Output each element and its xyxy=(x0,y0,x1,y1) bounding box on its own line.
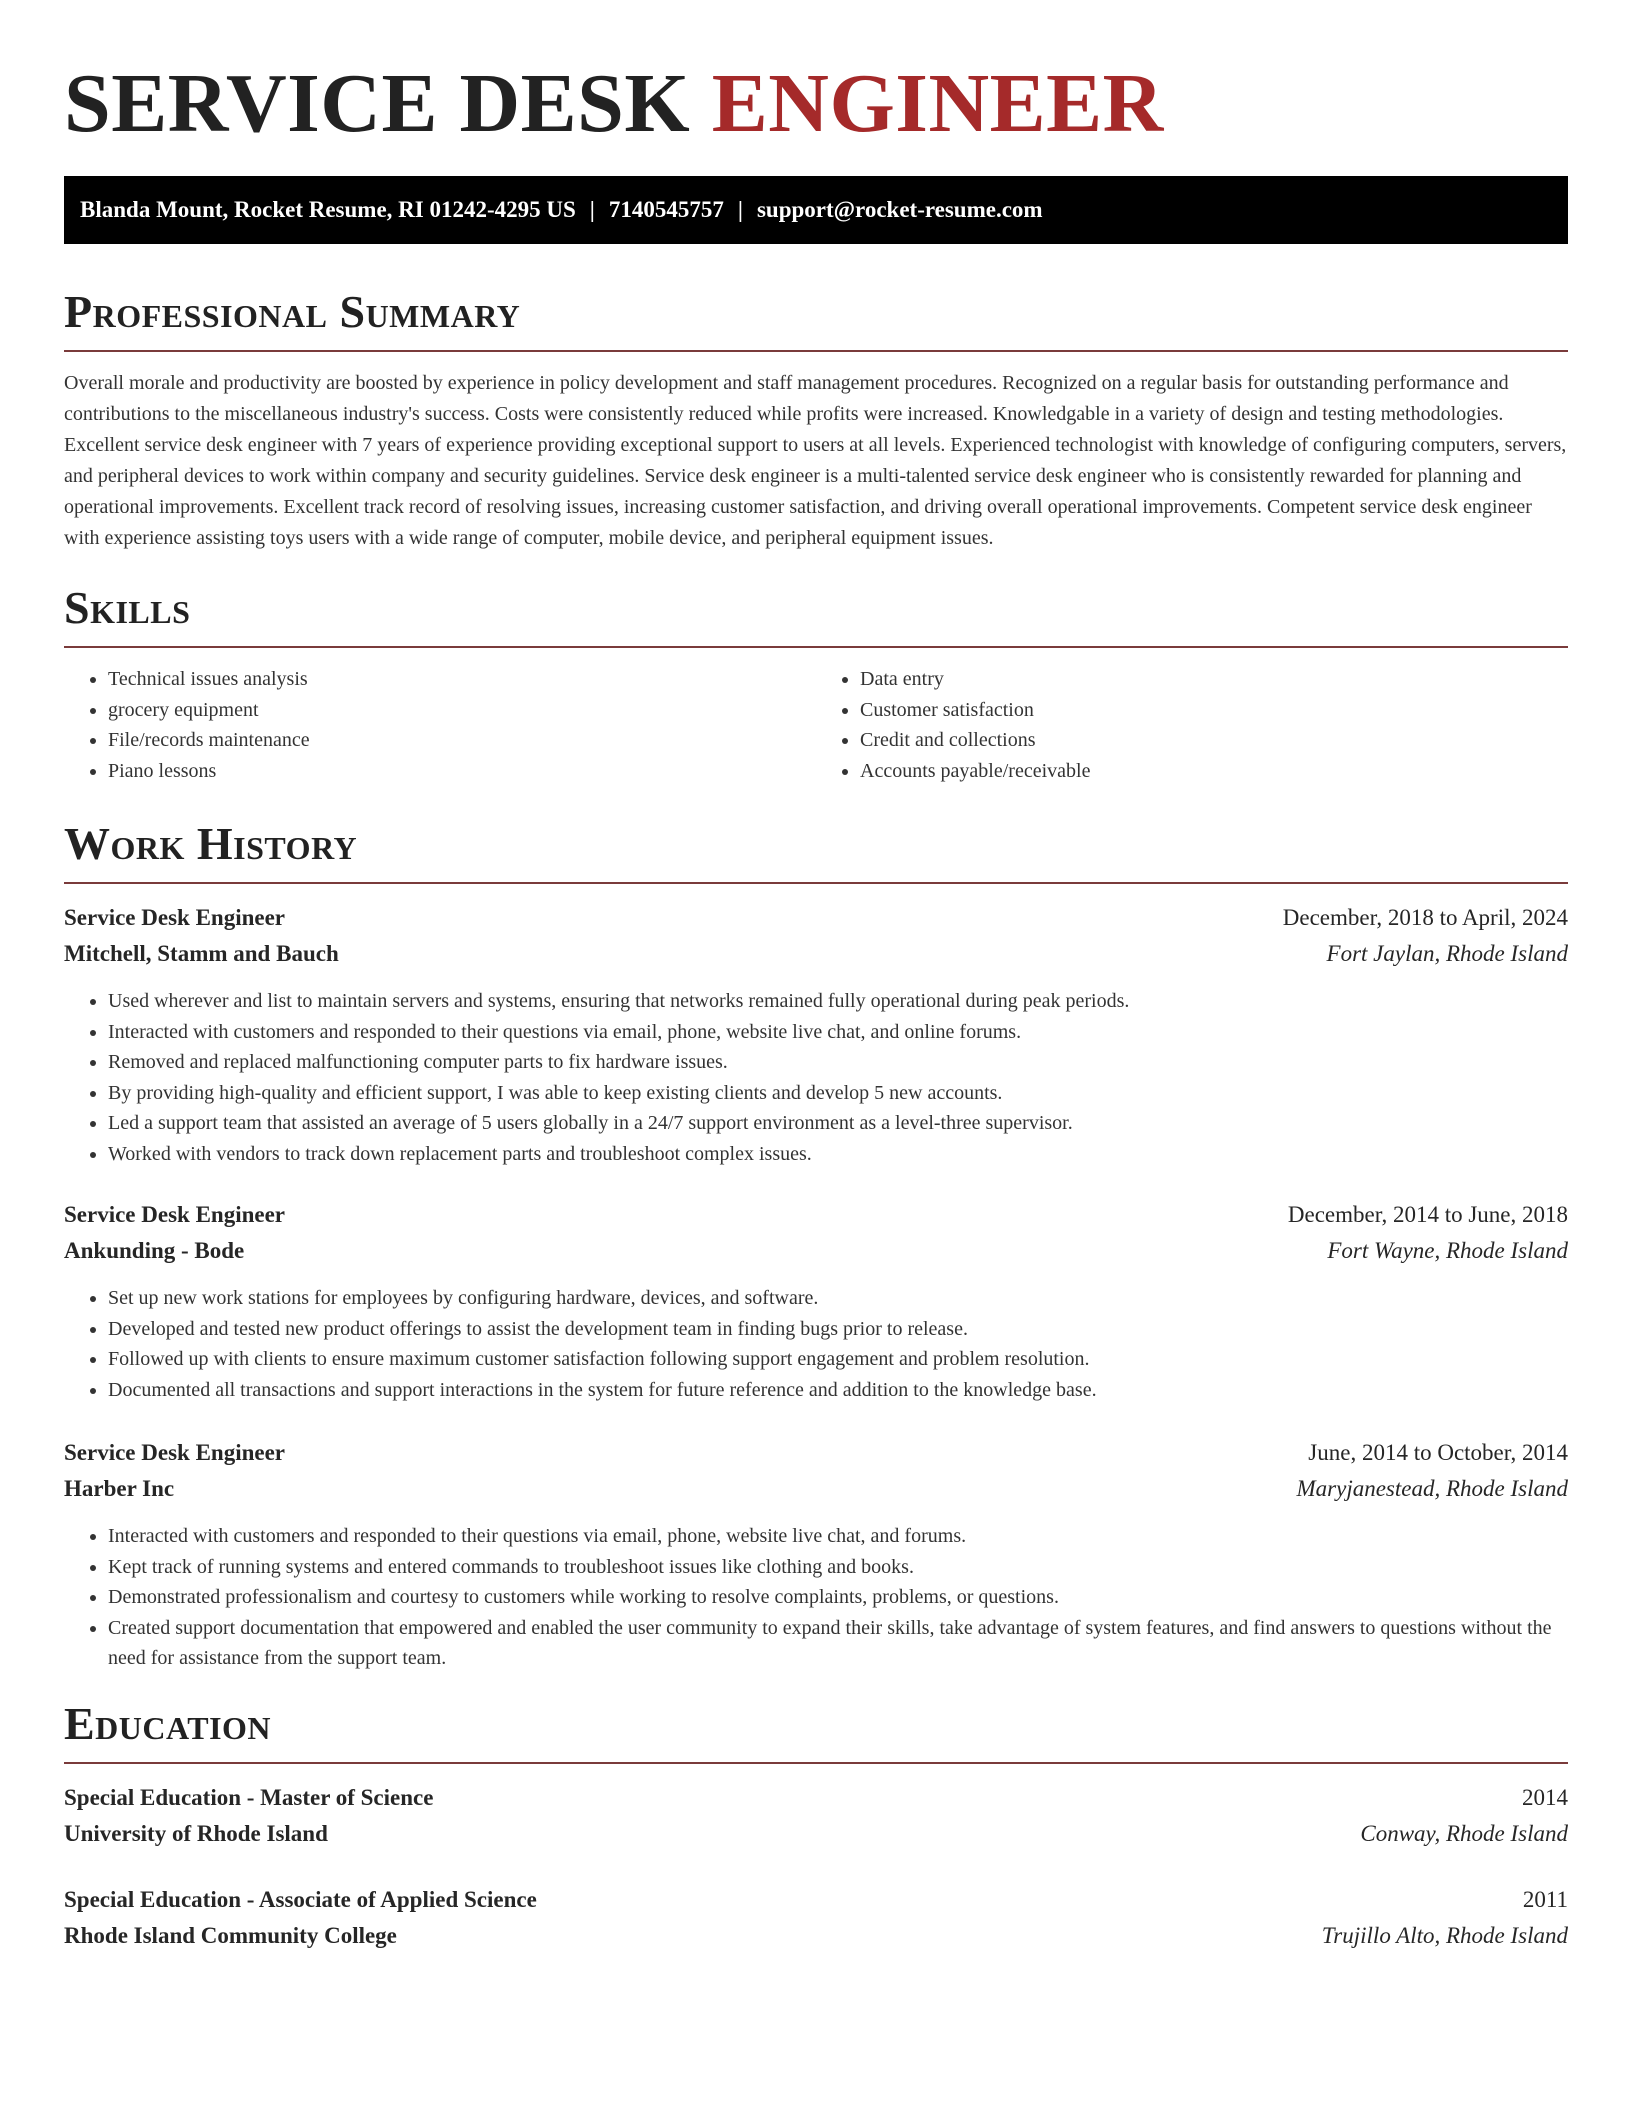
skill-item: • grocery equipment xyxy=(108,695,816,726)
education-degree-row xyxy=(64,1882,1568,1918)
education-school: Rhode Island Community College xyxy=(64,1922,397,1948)
section-divider xyxy=(64,1762,1568,1764)
job-bullet: • Set up new work stations for employees by configuring hardware, devices, and software. xyxy=(108,1283,1568,1314)
education-school: University of Rhode Island xyxy=(64,1820,328,1846)
work-history-heading: Work History xyxy=(64,818,358,869)
job-bullet: • Created support documentation that empowered and enabled the user community to expand their skills, take advantage of system features, and find answers to questions without the need for assistance from the support team. xyxy=(108,1613,1568,1674)
job-location: Maryjanestead, Rhode Island xyxy=(1296,1476,1568,1501)
job-dates: December, 2018 to April, 2024 xyxy=(1282,905,1568,930)
job-bullet: • Demonstrated professionalism and courtesy to customers while working to resolve complaints, problems, or questions. xyxy=(108,1582,1568,1613)
job-entry xyxy=(64,1197,1568,1405)
education-degree-row xyxy=(64,1780,1568,1816)
job-company-row xyxy=(64,936,1568,972)
resume-title xyxy=(64,56,1568,152)
skill-item: • Credit and collections xyxy=(860,725,1568,756)
education-location: Trujillo Alto, Rhode Island xyxy=(1321,1922,1568,1948)
job-company-row xyxy=(64,1233,1568,1269)
summary-text: Overall morale and productivity are boosted by experience in policy development and staff management procedures. Recognized on a regular basis for outstanding performance and contributions to the miscellaneous industry's success. Costs were consistently reduced while profits were increased. Knowledgable in a variety of design and testing methodologies. Excellent service desk engineer with 7 years of experience providing exceptional support to users at all levels. Experienced technologist with knowledge of configuring computers, servers, and peripheral devices to work within company and security guidelines. Service desk engineer is a multi-talented service desk engineer who is consistently rewarded for planning and operational improvements. Excellent track record of resolving issues, increasing customer satisfaction, and driving overall operational improvements. Competent service desk engineer with experience assisting toys users with a wide range of computer, mobile device, and peripheral equipment issues. xyxy=(64,372,1567,549)
job-bullet: • Kept track of running systems and entered commands to troubleshoot issues like clothing and books. xyxy=(108,1552,1568,1583)
job-bullet: • Worked with vendors to track down replacement parts and troubleshoot complex issues. xyxy=(108,1139,1568,1170)
job-dates: December, 2014 to June, 2018 xyxy=(1287,1202,1568,1227)
job-company: Ankunding - Bode xyxy=(64,1238,245,1263)
job-bullet: • Removed and replaced malfunctioning computer parts to fix hardware issues. xyxy=(108,1047,1568,1078)
skill-item: • Piano lessons xyxy=(108,756,816,787)
contact-address: Blanda Mount, Rocket Resume, RI 01242-4295 US xyxy=(80,197,576,222)
job-title-row xyxy=(64,1435,1568,1471)
education-degree: Special Education - Master of Science xyxy=(64,1784,434,1810)
job-bullet: • Interacted with customers and responded to their questions via email, phone, website live chat, and online forums. xyxy=(108,1017,1568,1048)
job-bullet: • Developed and tested new product offerings to assist the development team in finding bugs prior to release. xyxy=(108,1314,1568,1345)
education-year: 2011 xyxy=(1522,1886,1568,1912)
job-location: Fort Jaylan, Rhode Island xyxy=(1326,941,1568,966)
education-school-row xyxy=(64,1816,1568,1852)
job-title: Service Desk Engineer xyxy=(64,905,286,930)
job-bullet: • Interacted with customers and responded to their questions via email, phone, website live chat, and forums. xyxy=(108,1521,1568,1552)
job-title: Service Desk Engineer xyxy=(64,1202,286,1227)
education-school-row xyxy=(64,1918,1568,1954)
job-entry xyxy=(64,900,1568,1169)
job-location: Fort Wayne, Rhode Island xyxy=(1327,1238,1568,1263)
job-company: Mitchell, Stamm and Bauch xyxy=(64,941,339,966)
job-bullet: • Documented all transactions and support interactions in the system for future reference and addition to the knowledge base. xyxy=(108,1375,1568,1406)
skills-heading: Skills xyxy=(64,582,191,633)
job-bullet: • Followed up with clients to ensure maximum customer satisfaction following support engagement and problem resolution. xyxy=(108,1344,1568,1375)
section-divider xyxy=(64,882,1568,884)
skills-list xyxy=(64,664,1568,786)
skills-column-left xyxy=(64,664,816,786)
job-company: Harber Inc xyxy=(64,1476,175,1501)
contact-separator: | xyxy=(589,197,595,222)
job-dates: June, 2014 to October, 2014 xyxy=(1308,1440,1568,1465)
job-bullet: • Led a support team that assisted an average of 5 users globally in a 24/7 support environment as a level-three supervisor. xyxy=(108,1108,1568,1139)
contact-email: support@rocket-resume.com xyxy=(756,197,1043,222)
education-entry xyxy=(64,1882,1568,1954)
job-bullets xyxy=(64,986,1568,1169)
title-main: SERVICE DESK xyxy=(64,57,691,150)
job-bullets xyxy=(64,1521,1568,1674)
contact-separator: | xyxy=(737,197,743,222)
job-title-row xyxy=(64,1197,1568,1233)
education-entry xyxy=(64,1780,1568,1852)
skills-column-right xyxy=(816,664,1568,786)
contact-bar xyxy=(64,176,1568,244)
job-bullet: • Used wherever and list to maintain servers and systems, ensuring that networks remained fully operational during peak periods. xyxy=(108,986,1568,1017)
job-title: Service Desk Engineer xyxy=(64,1440,286,1465)
title-accent: ENGINEER xyxy=(711,57,1164,150)
education-location: Conway, Rhode Island xyxy=(1360,1820,1568,1846)
section-divider xyxy=(64,350,1568,352)
summary-heading: Professional Summary xyxy=(64,286,521,337)
job-entry xyxy=(64,1435,1568,1674)
education-degree: Special Education - Associate of Applied Science xyxy=(64,1886,537,1912)
skill-item: • Customer satisfaction xyxy=(860,695,1568,726)
education-year: 2014 xyxy=(1522,1784,1568,1810)
job-title-row xyxy=(64,900,1568,936)
education-heading: Education xyxy=(64,1697,272,1749)
skill-item: • File/records maintenance xyxy=(108,725,816,756)
job-bullet: • By providing high-quality and efficient support, I was able to keep existing clients and develop 5 new accounts. xyxy=(108,1078,1568,1109)
job-company-row xyxy=(64,1471,1568,1507)
skill-item: • Data entry xyxy=(860,664,1568,695)
skill-item: • Technical issues analysis xyxy=(108,664,816,695)
skill-item: • Accounts payable/receivable xyxy=(860,756,1568,787)
section-divider xyxy=(64,646,1568,648)
contact-phone: 7140545757 xyxy=(608,197,724,222)
job-bullets xyxy=(64,1283,1568,1405)
